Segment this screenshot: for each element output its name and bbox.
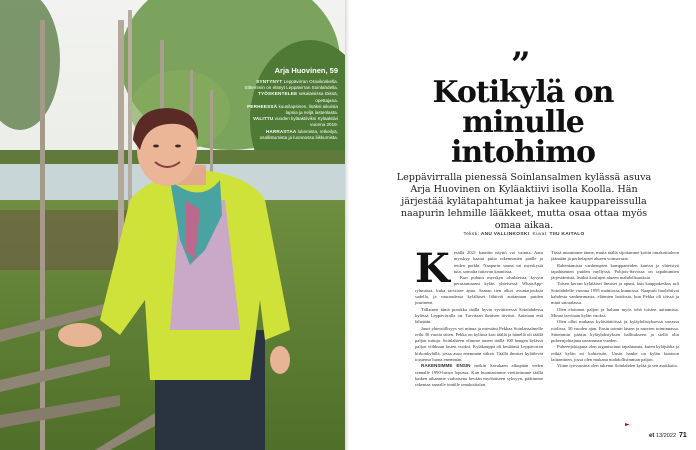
body-paragraph: Juuri yhteisöllisyys vei minua ja miestäni Pekkaa Soinlansalmelle reilu 30 vuotta sitten. Pekka on kylässä koti täällä ja hänellä oli täällä paljon tuttuja. Soinlahteen olimme tuneet täällä 100 hengen kylässä paljon viihkuun lasten vuoksi. Kyläkauppa oli kesäänsä Leppävirran kirkonkylällä, jossa asuu enemmän väkeä. Täällä ihmiset kyläilevät toistensa luona enemmän. — [415, 325, 543, 363]
caption-fact-work: TYÖSKENTELEE sekalaisissa töissä, opettajana. — [257, 91, 338, 103]
caption-fact-award: VALITTU vuoden kyläaktiiviksi Kyläaktiivi vuonna 2019. — [252, 116, 338, 128]
quote-mark: ” — [511, 45, 531, 85]
page-number: 71 — [679, 432, 687, 439]
caption-fact-family: PERHEESSÄ kuusilapsinen, lisäksi aikuisia lapsia ja neljä lastenlasta. — [247, 103, 338, 116]
body-paragraph: Tässä muutimme tänne, mutta täällä sijoitamme kotiin omakotitaloon jäämään ja perhelapset alueen voimavarat. — [551, 250, 679, 262]
article-lead: Leppävirralla pienessä Soinlansalmen kylässä asuva Arja Huovinen on Kyläaktiivi isolla Koolla. Hän järjestää kylätapahtumat ja hakee kauppareissulla naapurin lehmille lääkkeet, mutta osaa ottaa myös omaa aikaa. — [396, 172, 652, 231]
issue-footer: et 13/2022 — [649, 433, 677, 439]
article-page — [349, 0, 696, 450]
subhead: RAKENSIMME ENSIN — [421, 363, 471, 369]
body-paragraph: Olen elottanut paljon ja haluan myös tehä toisten auttamista. Minua tarvitaan kylän vuoksi. — [551, 306, 679, 318]
body-paragraph: Toisen kerran kyläläiset ihmiset ja apuni, kun kauppakeskus tuli Soinlahdelle vuonna 1995 mainiossa kunnossa. Naapurit huolehtivat kahdesta vanhemmasta, eläimien hoidosta, kun Pekka oli töissä ja minä sairaalassa. — [551, 281, 679, 306]
headline-line-3: intohimo — [450, 135, 596, 170]
body-paragraph: RAKENSIMME ENSIN mökin Savakaen alkupään veden rannalle 1990-luvun lopussa. Kun huomasimme viettävämme täällä kaiken aikamme varhaisena kevään myöhäiseen syksyyn, päätimme rakentaa samalle tontille omakotitalon. — [415, 363, 543, 388]
body-column-1 — [415, 245, 543, 389]
caption-name: Arja Huovinen, 59 — [274, 66, 338, 75]
caption-fact-born: SYNTYNYT Leppävirran Oravikoskella. Sittemmin on elänyt Leppävirran Soinlahdella. — [244, 79, 338, 91]
body-paragraph: Kun puhuin myrskyn olsuhteista, kysyin perustamaansi kylän yhteisessä WhatsApp-ryhmässä, kuka tarvitsee apua. Saman tien alkoi avuntarjouksia sadella, ja vauraudessa kyläläiset lähtivät auttamaan puiden juurineen. — [415, 275, 543, 306]
article-headline — [383, 75, 663, 170]
body-paragraph: Rakentamista vanhempien kumppaneiden kanssa ja yhteistyö tapahtumien puiden myllyssä. Pohjois-Savossa on tapahtumien järjestämistä, lisäksi koulujen alueen mahdollisuuksia. — [551, 262, 679, 281]
portrait-caption — [240, 66, 338, 141]
body-paragraph: Kesällä 2021 kauniin näyttö voi vaimia. Aatu myrskyy kaatui puita rakennusten päälle ja teiden poikki. Naapurin sauna sai myrskystä tuta, somalta tuttavan kauniissa. — [415, 245, 543, 292]
headline-line-1: Kotikylä on — [432, 75, 614, 110]
body-column-2 — [551, 250, 679, 370]
headline-line-2: minulle — [462, 105, 584, 140]
continue-arrow-icon: ► — [625, 421, 630, 428]
portrait-photo — [0, 0, 345, 450]
caption-fact-hobbies: HARRASTAA lukemista, retkeilyä, osallistumista ja luonnossa liikkumista. — [259, 128, 338, 140]
body-paragraph: Puheenjohtajana olen organisoinut tapahtumia, kuten kyläjuhlia ja retkiä kylän eri kohteisiin. Uusin hanke on kylän kuntoon laittaminen, jossa olen mukana mahdollisimman paljon. — [551, 344, 679, 363]
body-paragraph: Olen ollut mukana kyläsäätiöissä ja kyläyhdistyksessä useassa roolissa, 30 vuoden ajan. Ensin toimin lasten ja nuorten toiminnassa. Sittemmin pääsin kyläyhdistyksen hallitukseen ja siellä olin puheenjohtajana useamman vuoden. — [551, 319, 679, 344]
body-paragraph: Tällainen tämä porukka täällä hyvin syvätieressä Soinlahdessa kylässä Leppävirralla on. Tarvitaan ihmisen tiiviisti. Autetaan että lähetään. — [415, 306, 543, 325]
article-credits: Teksti: ANU VALLINKOSKI Kuvat: TIIU KAITALO — [463, 232, 585, 237]
drop-cap: K — [415, 245, 450, 292]
body-paragraph: Viime työvuosina olen tukenut Soinlahden kylää ja sen asukkaita. — [557, 363, 678, 369]
